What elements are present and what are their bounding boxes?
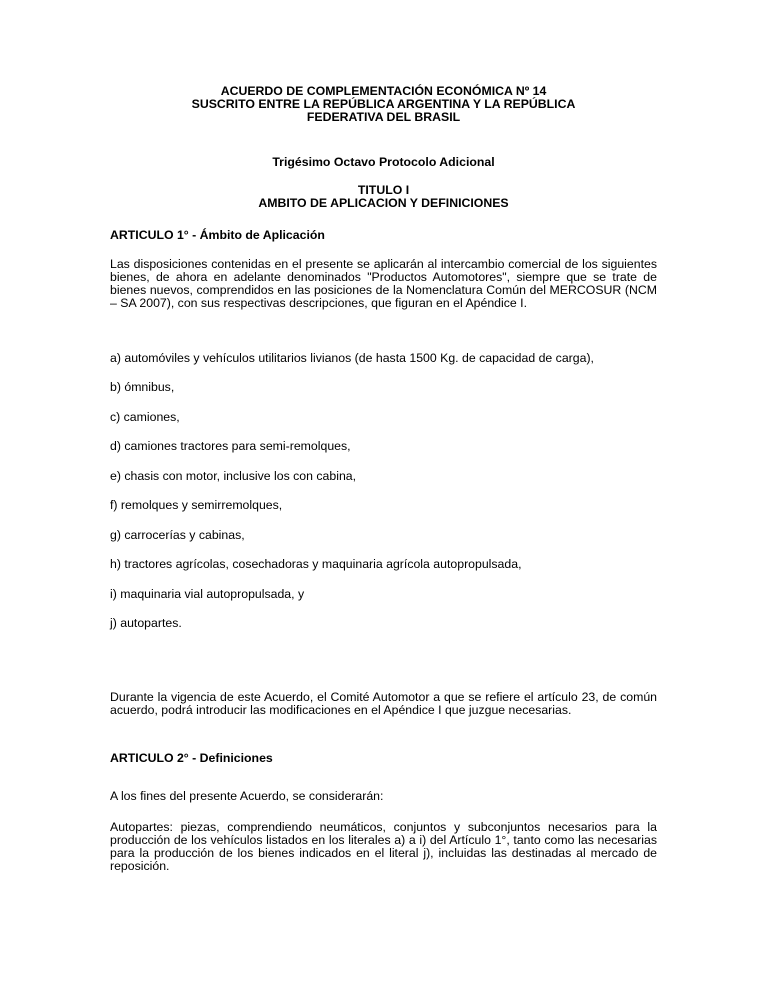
list-item: d) camiones tractores para semi-remolques, bbox=[110, 439, 351, 453]
list-item: a) automóviles y vehículos utilitarios livianos (de hasta 1500 Kg. de capacidad de carga), bbox=[110, 351, 594, 365]
titulo-heading bbox=[110, 184, 657, 210]
titulo-label: TITULO I bbox=[357, 183, 410, 197]
list-item: f) remolques y semirremolques, bbox=[110, 498, 283, 512]
title-line: FEDERATIVA DEL BRASIL bbox=[306, 110, 461, 124]
article2-definition: Autopartes: piezas, comprendiendo neumáticos, conjuntos y subconjuntos necesarios para la producción de los vehículos listados en los literales a) a i) del Artículo 1°, tanto como las necesarias para la producción de los bienes indicados en el literal j), incluidas las destinadas al mercado de reposición. bbox=[110, 820, 657, 873]
article1-paragraph: Las disposiciones contenidas en el presente se aplicarán al intercambio comercial de los siguientes bienes, de ahora en adelante denominados "Productos Automotores", siempre que se trate de bienes nuevos, comprendidos en las posiciones de la Nomenclatura Común del MERCOSUR (NCM – SA 2007), con sus respectivas descripciones, que figuran en el Apéndice I. bbox=[110, 257, 657, 310]
article1-closing: Durante la vigencia de este Acuerdo, el Comité Automotor a que se refiere el artículo 23, de común acuerdo, podrá introducir las modificaciones en el Apéndice I que juzgue necesarias. bbox=[110, 690, 657, 717]
protocol-title: Trigésimo Octavo Protocolo Adicional bbox=[272, 155, 495, 169]
list-item: h) tractores agrícolas, cosechadoras y maquinaria agrícola autopropulsada, bbox=[110, 557, 522, 571]
list-item: b) ómnibus, bbox=[110, 380, 175, 394]
title-line: ACUERDO DE COMPLEMENTACIÓN ECONÓMICA Nº 14 bbox=[220, 84, 547, 98]
document-title bbox=[110, 85, 657, 124]
article2-intro: A los fines del presente Acuerdo, se considerarán: bbox=[110, 789, 384, 803]
list-item: e) chasis con motor, inclusive los con cabina, bbox=[110, 469, 357, 483]
list-item: g) carrocerías y cabinas, bbox=[110, 528, 245, 542]
list-item: j) autopartes. bbox=[110, 616, 182, 630]
titulo-subtitle: AMBITO DE APLICACION Y DEFINICIONES bbox=[258, 196, 509, 210]
list-item: c) camiones, bbox=[110, 410, 180, 424]
article2-heading: ARTICULO 2° - Definiciones bbox=[110, 751, 273, 765]
title-line: SUSCRITO ENTRE LA REPÚBLICA ARGENTINA Y LA REPÚBLICA bbox=[191, 97, 576, 111]
article1-heading: ARTICULO 1° - Ámbito de Aplicación bbox=[110, 228, 325, 242]
list-item: i) maquinaria vial autopropulsada, y bbox=[110, 587, 305, 601]
